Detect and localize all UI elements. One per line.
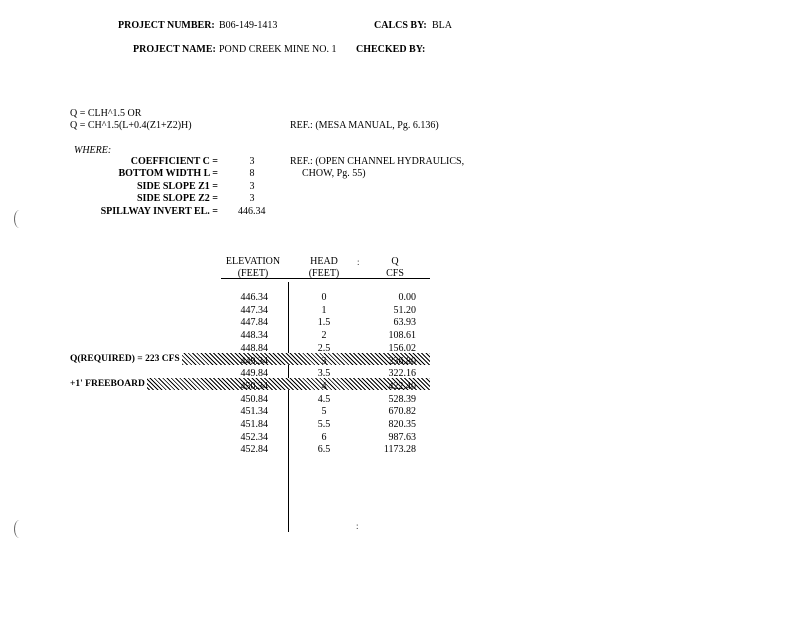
elevation-cell: 449.34 — [240, 356, 268, 367]
head-cell: 4.5 — [317, 394, 331, 405]
side-slope-z1-label: SIDE SLOPE Z1 = — [136, 181, 218, 192]
spillway-invert-value: 446.34 — [238, 206, 266, 217]
q-cell: 1173.28 — [383, 444, 416, 455]
project-name-value: POND CREEK MINE NO. 1 — [219, 44, 337, 55]
elevation-cell: 451.84 — [240, 419, 268, 430]
reference-chow-line-2: CHOW, Pg. 55) — [302, 168, 366, 179]
col-elevation-header: ELEVATION — [225, 256, 281, 267]
where-label: WHERE: — [74, 145, 112, 156]
q-cell: 236.80 — [388, 356, 416, 367]
punch-hole-mark-top — [14, 210, 25, 228]
col-q-unit: CFS — [386, 268, 404, 279]
elevation-cell: 452.34 — [240, 432, 268, 443]
head-cell: 3.5 — [317, 368, 331, 379]
bottom-width-value: 8 — [249, 168, 255, 179]
reference-chow-line-1: REF.: (OPEN CHANNEL HYDRAULICS, — [290, 156, 465, 167]
table-header-rule — [221, 278, 430, 279]
reference-mesa: REF.: (MESA MANUAL, Pg. 6.136) — [290, 120, 439, 131]
freeboard-label: +1' FREEBOARD — [70, 379, 145, 389]
elevation-cell: 450.84 — [240, 394, 268, 405]
coefficient-label: COEFFICIENT C = — [130, 156, 218, 167]
side-slope-z2-value: 3 — [249, 193, 255, 204]
q-cell: 987.63 — [388, 432, 416, 443]
formula-line-1: Q = CLH^1.5 OR — [70, 108, 142, 119]
elevation-cell: 450.34 — [240, 381, 268, 392]
head-cell: 5 — [321, 406, 327, 417]
col-head-header: HEAD — [310, 256, 338, 267]
q-cell: 528.39 — [388, 394, 416, 405]
calcs-by-value: BLA — [432, 20, 452, 31]
head-cell: 2 — [321, 330, 327, 341]
head-cell: 3 — [321, 356, 327, 367]
required-flow-label: Q(REQUIRED) = 223 CFS — [70, 354, 180, 364]
col-q-header: Q — [391, 256, 399, 267]
table-tick-mark: : — [356, 521, 359, 531]
head-cell: 6 — [321, 432, 327, 443]
project-number-value: B06-149-1413 — [219, 20, 278, 31]
coefficient-value: 3 — [249, 156, 255, 167]
head-cell: 6.5 — [317, 444, 331, 455]
head-cell: 1 — [321, 305, 327, 316]
bottom-width-label: BOTTOM WIDTH L = — [118, 168, 218, 179]
elevation-cell: 446.34 — [240, 292, 268, 303]
head-cell: 2.5 — [317, 343, 331, 354]
punch-hole-mark-bottom — [14, 520, 25, 538]
elevation-cell: 447.84 — [240, 317, 268, 328]
checked-by-label: CHECKED BY: — [356, 44, 426, 55]
head-cell: 1.5 — [317, 317, 331, 328]
q-cell: 322.16 — [388, 368, 416, 379]
q-cell: 63.93 — [393, 317, 416, 328]
q-cell: 156.02 — [388, 343, 416, 354]
project-number-label: PROJECT NUMBER: — [118, 20, 215, 31]
side-slope-z1-value: 3 — [249, 181, 255, 192]
elevation-cell: 451.34 — [240, 406, 268, 417]
q-cell: 51.20 — [393, 305, 416, 316]
q-cell: 820.35 — [388, 419, 416, 430]
column-divider — [288, 282, 289, 532]
elevation-cell: 452.84 — [240, 444, 268, 455]
col-elevation-unit: (FEET) — [237, 268, 269, 279]
elevation-cell: 448.34 — [240, 330, 268, 341]
head-cell: 4 — [321, 381, 327, 392]
q-cell: 670.82 — [388, 406, 416, 417]
head-cell: 0 — [321, 292, 327, 303]
elevation-cell: 449.84 — [240, 368, 268, 379]
formula-line-2: Q = CH^1.5(L+0.4(Z1+Z2)H) — [70, 120, 192, 131]
calcs-by-label: CALCS BY: — [374, 20, 427, 31]
q-cell: 0.00 — [398, 292, 416, 303]
col-head-unit: (FEET) — [308, 268, 340, 279]
elevation-cell: 448.84 — [240, 343, 268, 354]
spillway-invert-label: SPILLWAY INVERT EL. = — [100, 206, 218, 217]
side-slope-z2-label: SIDE SLOPE Z2 = — [136, 193, 218, 204]
q-cell: 422.40 — [388, 381, 416, 392]
header-tick-mark: : — [357, 257, 360, 267]
elevation-cell: 447.34 — [240, 305, 268, 316]
project-name-label: PROJECT NAME: — [133, 44, 216, 55]
head-cell: 5.5 — [317, 419, 331, 430]
q-cell: 108.61 — [388, 330, 416, 341]
